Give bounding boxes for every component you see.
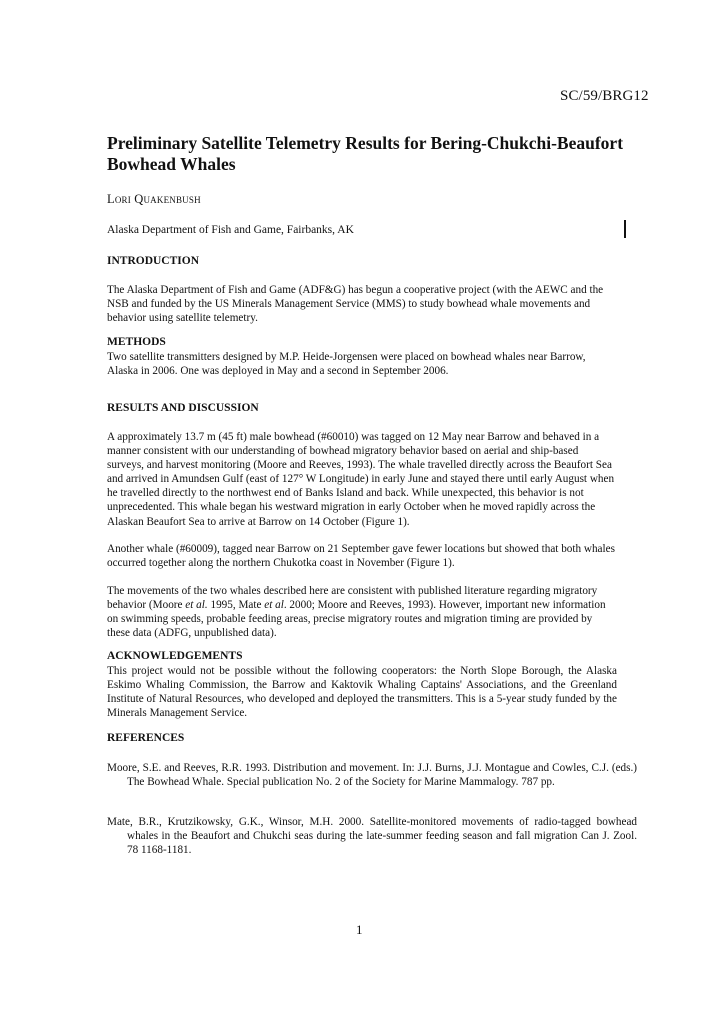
reference-item: Moore, S.E. and Reeves, R.R. 1993. Distribution and movement. In: J.J. Burns, J.J. Montague and Cowles, C.J. (eds.) The Bowhead Whale. Special publication No. 2 of the Society for Marine Mammalogy. 787 pp.	[107, 762, 637, 789]
author-name: Lori Quakenbush	[107, 192, 201, 206]
methods-heading: METHODS	[107, 336, 166, 348]
results-heading: RESULTS AND DISCUSSION	[107, 402, 259, 414]
document-id: SC/59/BRG12	[560, 88, 649, 104]
results-paragraph-1: A approximately 13.7 m (45 ft) male bowhead (#60010) was tagged on 12 May near Barrow and behaved in a manner consistent with our understanding of bowhead migratory behavior based on aerial and ship-based surveys, and harvest monitoring (Moore and Reeves, 1993). The whale travelled directly across the Beaufort Sea and arrived in Amundsen Gulf (east of 127° W Longitude) in early June and stayed there until early August when he travelled directly to the northwest end of Banks Island and back. While unexpected, this behavior is not unprecedented. This whale began his westward migration in early October when he moved rapidly across the Alaskan Beaufort Sea to arrive at Barrow on 14 October (Figure 1).	[107, 431, 615, 528]
introduction-heading: INTRODUCTION	[107, 255, 200, 267]
methods-text: Two satellite transmitters designed by M.P. Heide-Jorgensen were placed on bowhead whales near Barrow, Alaska in 2006. One was deployed in May and a second in September 2006.	[107, 351, 586, 378]
results-paragraph-3: The movements of the two whales described here are consistent with published literature regarding migratory behavior (Moore et al. 1995, Mate et al. 2000; Moore and Reeves, 1993). However, important new information on swimming speeds, probable feeding areas, precise migratory routes and migration timing are provided by these data (ADFG, unpublished data).	[107, 585, 606, 640]
author-affiliation: Alaska Department of Fish and Game, Fairbanks, AK	[107, 224, 354, 236]
introduction-text: The Alaska Department of Fish and Game (ADF&G) has begun a cooperative project (with the AEWC and the NSB and funded by the US Minerals Management Service (MMS) to study bowhead whale movements and behavior using satellite telemetry.	[107, 284, 604, 325]
acknowledgements-text: This project would not be possible without the following cooperators: the North Slope Borough, the Alaska Eskimo Whaling Commission, the Barrow and Kaktovik Whaling Captains' Associations, and the Greenland Institute of Natural Resources, who developed and deployed the transmitters. This is a 5-year study funded by the Minerals Management Service.	[107, 665, 617, 720]
references-heading: REFERENCES	[107, 732, 185, 744]
results-paragraph-2: Another whale (#60009), tagged near Barrow on 21 September gave fewer locations but showed that both whales occurred together along the northern Chukotka coast in November (Figure 1).	[107, 543, 615, 570]
page-number: 1	[356, 922, 363, 937]
paper-title: Preliminary Satellite Telemetry Results for Bering-Chukchi-Beaufort Bowhead Whales	[107, 133, 624, 174]
acknowledgements-heading: ACKNOWLEDGEMENTS	[107, 650, 243, 662]
revision-change-bar	[624, 220, 626, 238]
reference-item: Mate, B.R., Krutzikowsky, G.K., Winsor, M.H. 2000. Satellite-monitored movements of radio-tagged bowhead whales in the Beaufort and Chukchi seas during the late-summer feeding season and fall migration Can J. Zool. 78 1168-1181.	[107, 816, 637, 857]
